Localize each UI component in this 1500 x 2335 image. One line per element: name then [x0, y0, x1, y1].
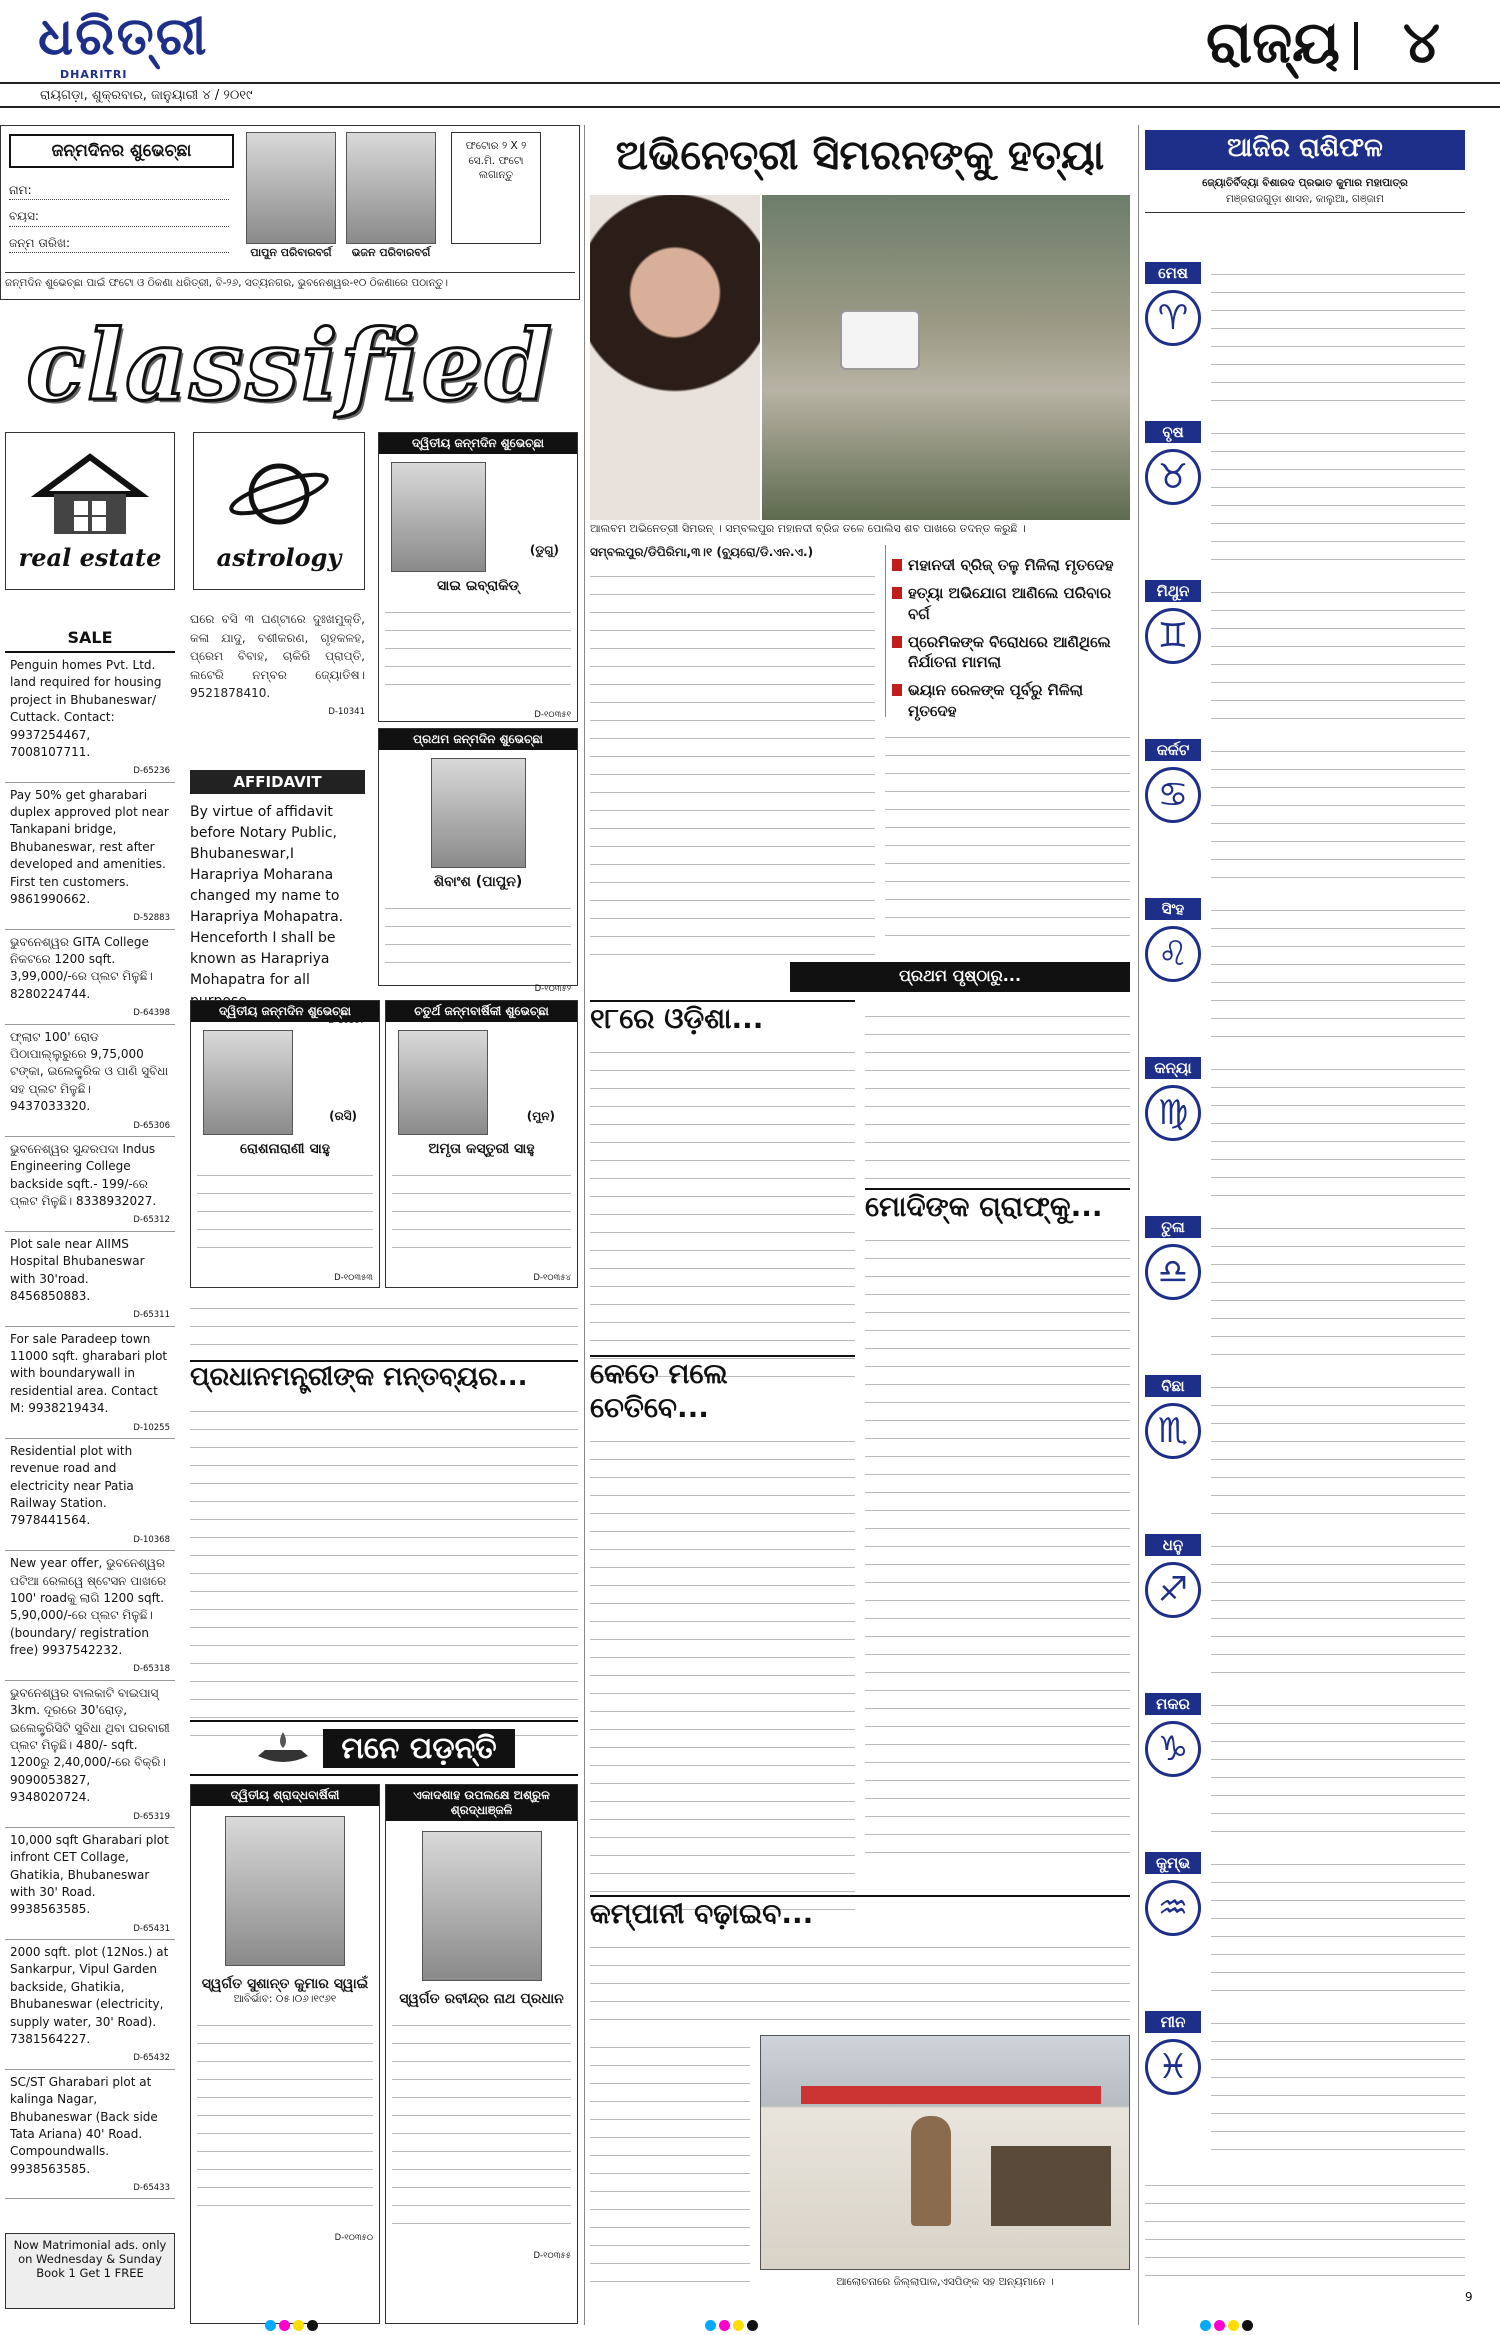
memorial-title: ଦ୍ୱିତୀୟ ଶ୍ରାଦ୍ଧବାର୍ଷିକୀ: [191, 1785, 379, 1806]
pull-quote: ହତ୍ୟା ଅଭିଯୋଗ ଆଣିଲେ ପରିବାର ବର୍ଗ: [892, 583, 1124, 624]
sign-name: କର୍କଟ: [1145, 739, 1201, 761]
sale-ad-text: ଭୁବନେଶ୍ୱର ସୁନ୍ଦରପଦା Indus Engineering College backside sqft.- 199/-ରେ ପ୍ଲଟ ମିଳୁଛି। 8338932027.: [10, 1141, 157, 1209]
sign-prediction-text: [1211, 1375, 1465, 1518]
lamp-icon: [253, 1728, 313, 1768]
ad-code: D-65431: [133, 1923, 170, 1934]
classified-banner-text: classified: [26, 308, 554, 422]
greeting-body-text: [197, 1163, 373, 1263]
horoscope-byline: ଜ୍ୟୋତିର୍ବିଦ୍ୟା ବିଶାରଦ ପ୍ରଭାତ କୁମାର ମହାପାତ୍ର: [1202, 177, 1408, 189]
sale-ad-text: Plot sale near AIIMS Hospital Bhubaneswar with 30'road. 8456850883.: [10, 1236, 145, 1303]
sale-heading: SALE: [5, 628, 175, 653]
scorpion-icon: ♏: [1145, 1403, 1201, 1459]
horoscope-entry: [1145, 1852, 1465, 2005]
sale-ad-text: ଭୁବନେଶ୍ୱର ବାଲକାଟି ବାଇପାସ୍ 3km. ଦୂରରେ 30'ରୋଡ଼, ଇଲେକ୍ଟ୍ରିସିଟି ସୁବିଧା ଥିବା ଘରବାରୀ ପ୍ଲଟ ମିଳୁଛି। 480/- sqft. 1200ରୁ 2,40,000/-ରେ ବିକ୍ରି। 9090053827, 9348020724.: [10, 1685, 170, 1805]
horoscope-entry: [1145, 262, 1465, 415]
form-field-age[interactable]: ବୟସ:: [9, 208, 229, 226]
horoscope-entry: [1145, 421, 1465, 574]
sale-ad: [5, 653, 175, 783]
memorial-card: [190, 1784, 380, 2324]
banner-in-photo: [801, 2086, 1101, 2104]
memorial-name: ସ୍ୱର୍ଗତ ରବୀନ୍ଦ୍ର ନାଥ ପ୍ରଧାନ: [399, 1991, 564, 2007]
continued-banner: ପ୍ରଥମ ପୃଷ୍ଠାରୁ...: [790, 962, 1130, 992]
photo-caption: ଆଲବମ ଅଭିନେତ୍ରୀ ସିମରନ୍ । ସମ୍ବଲପୁର ମହାନଦୀ ବ୍ରିଜ ତଳେ ପୋଲିସ ଶବ ପାଖରେ ତଦନ୍ତ କରୁଛି ।: [590, 522, 1026, 535]
horoscope-title: ଆଜିର ରାଶିଫଳ: [1145, 130, 1465, 170]
sign-name: ବୃଷ: [1145, 421, 1201, 443]
sign-prediction-text: [1211, 2011, 1465, 2154]
newspaper-logo: ଧରିତ୍ରୀ: [38, 6, 209, 67]
audience-in-photo: [991, 2146, 1111, 2226]
memorial-banner: [190, 1720, 578, 1776]
scales-icon: ♎: [1145, 1244, 1201, 1300]
sign-prediction-text: [1211, 1057, 1465, 1200]
crab-icon: ♋: [1145, 767, 1201, 823]
memorial-body-text: [392, 2013, 571, 2241]
person-photo: [422, 1831, 542, 1981]
sign-name: ସିଂହ: [1145, 898, 1201, 920]
crime-scene-photo: [762, 195, 1130, 520]
astrology-ad: [190, 610, 365, 717]
main-headline: ଅଭିନେତ୍ରୀ ସିମରନଙ୍କୁ ହତ୍ୟା: [615, 131, 1105, 179]
sign-prediction-text: [1211, 898, 1465, 1041]
newspaper-logo-subtitle: DHARITRI: [60, 68, 128, 81]
sign-name: ତୁଳା: [1145, 1216, 1201, 1238]
sign-name: କୁମ୍ଭ: [1145, 1852, 1201, 1874]
ram-icon: ♈: [1145, 290, 1201, 346]
greeting-title: ଦ୍ୱିତୀୟ ଜନ୍ମଦିନ ଶୁଭେଚ୍ଛା: [191, 1001, 379, 1022]
notice-text-block: [190, 1296, 578, 1350]
horoscope-entry: [1145, 1057, 1465, 1210]
sample-photo-boy: [346, 132, 436, 244]
sale-ad-text: SC/ST Gharabari plot at kalinga Nagar, Bhubaneswar (Back side Tata Ariana) 40' Road. Compoundwalls. 9938563585.: [10, 2074, 158, 2176]
sale-ad-text: New year offer, ଭୁବନେଶ୍ୱର ପଟିଆ ରେଲୱେ ଷ୍ଟେସନ ପାଖରେ 100' roadକୁ ଲାଗି 1200 sqft. 5,90,000/-ରେ ପ୍ଲଟ ମିଳୁଛି। (boundary/ registration free) 9937542232.: [10, 1556, 167, 1658]
photo-caption: ଭଜନ ପରିବାରବର୍ଗ: [351, 246, 431, 259]
archer-icon: ♐: [1145, 1562, 1201, 1618]
story-body: [865, 1004, 1130, 1184]
sign-name: ଧନୁ: [1145, 1534, 1201, 1556]
sign-prediction-text: [1211, 1534, 1465, 1677]
column-rule: [1138, 125, 1139, 2325]
ad-code: D-୧୦୩୫୦: [334, 2232, 373, 2243]
van-in-photo: [840, 310, 920, 370]
sale-ads-list: [5, 653, 175, 2199]
story-body: [590, 1429, 855, 1919]
sale-ad: [5, 1025, 175, 1137]
greeting-name: ଶିବାଂଶ (ପାପୁନ): [433, 874, 523, 890]
pull-quote: ମହାନଦୀ ବ୍ରିଜ୍ ତଳୁ ମିଳିଲା ମୃତଦେହ: [892, 555, 1124, 575]
affidavit-ad: [190, 770, 365, 1026]
greeting-title: ଚତୁର୍ଥ ଜନ୍ମବାର୍ଷିକୀ ଶୁଭେଚ୍ଛା: [386, 1001, 577, 1022]
sample-photo-child: [246, 132, 336, 244]
birthday-form: [0, 125, 580, 300]
sale-ad-text: For sale Paradeep town 11000 sqft. gharabari plot with boundarywall in residential area. Contact M: 9938219434.: [10, 1331, 168, 1416]
sale-ad-text: 2000 sqft. plot (12Nos.) at Sankarpur, Vipul Garden backside, Ghatikia, Bhubaneswar (electricity, supply water, 30' Road). 7381564227.: [10, 1945, 169, 2047]
greeting-body-text: [385, 600, 571, 700]
sale-ad: [5, 1828, 175, 1940]
horoscope-entry: [1145, 1534, 1465, 1687]
story-dateline: ସମ୍ବଲପୁର/ଡିପିରିମା,୩।୧ (ବ୍ୟୁରୋ/ଡି.ଏନ.ଏ.): [590, 545, 814, 559]
section-divider: [1354, 22, 1358, 70]
ad-code: D-10368: [133, 1534, 170, 1545]
sale-ad: [5, 1439, 175, 1551]
sign-prediction-text: [1211, 580, 1465, 723]
story-body: [885, 725, 1130, 950]
person-photo: [225, 1816, 345, 1966]
water-bearer-icon: ♒: [1145, 1880, 1201, 1936]
ad-code: D-୧୦୩୫୧: [534, 710, 571, 720]
horoscope-divider: [1145, 212, 1465, 213]
horoscope-entry: [1145, 1216, 1465, 1369]
story-deaths: [590, 1355, 855, 1919]
form-field-dob[interactable]: ଜନ୍ମ ତାରିଖ:: [9, 235, 229, 253]
horoscope-byline-address: ମଞ୍ଜରାଜଗୁଡ଼ା ଶାସନ, କାଲୁଆ, ଗଞ୍ଜାମ: [1225, 193, 1385, 205]
greeting-name: ରୋଶନାରାଣୀ ସାହୁ: [240, 1141, 330, 1157]
ad-code: D-65312: [133, 1215, 170, 1226]
astrology-category: [193, 432, 365, 590]
matrimonial-footer: Now Matrimonial ads. only on Wednesday & Sunday Book 1 Get 1 FREE: [5, 2233, 175, 2309]
sign-prediction-text: [1211, 262, 1465, 405]
greeting-name: ଅମୃତା କସ୍ତୁରୀ ସାହୁ: [428, 1141, 535, 1157]
story-headline: ପ୍ରଧାନମନ୍ତ୍ରୀଙ୍କ ମନ୍ତବ୍ୟର...: [190, 1360, 578, 1393]
memorial-banner-text: ମନେ ପଡ଼ନ୍ତି: [323, 1729, 514, 1768]
sale-ads-column: [5, 628, 175, 2199]
twins-icon: ♊: [1145, 608, 1201, 664]
story-body: [190, 1399, 578, 1739]
story-body: [590, 1040, 855, 1385]
child-photo: [398, 1030, 488, 1135]
child-photo: [203, 1030, 293, 1135]
greeting-card: [378, 432, 578, 722]
horoscope-entry: [1145, 1375, 1465, 1528]
memorial-name: ସ୍ୱର୍ଗତ ସୁଶାନ୍ତ କୁମାର ସ୍ୱାଇଁ: [201, 1976, 369, 1992]
memorial-card: [385, 1784, 578, 2324]
classified-banner: [0, 305, 580, 425]
sale-ad: [5, 1137, 175, 1232]
greeting-nickname: (ମୁନ): [526, 1109, 555, 1123]
goat-icon: ♑: [1145, 1721, 1201, 1777]
story-headline: ମୋଦିଙ୍କ ଗ୍ରାଫ୍‌କୁ...: [865, 1188, 1130, 1224]
greeting-title: ପ୍ରଥମ ଜନ୍ମଦିନ ଶୁଭେଚ୍ଛା: [379, 729, 577, 750]
horoscope-entry: [1145, 739, 1465, 892]
house-icon: [30, 449, 150, 539]
birthday-form-footer: ଜନ୍ମଦିନ ଶୁଭେଚ୍ଛା ପାଇଁ ଫଟୋ ଓ ଠିକଣା ଧରିତ୍ରୀ, ବି-୨୬, ସତ୍ୟନଗର, ଭୁବନେଶ୍ୱର-୧୦ ଠିକଣାରେ ପଠାନ୍ତୁ।: [5, 272, 575, 291]
astrology-ad-text: ଘରେ ବସି ୩ ଘଣ୍ଟାରେ ଦୁଃଖମୁକ୍ତି, କଳା ଯାଦୁ, ବଶୀକରଣ, ଗୃହକଳହ, ପ୍ରେମ ବିବାହ, ଚାକିରି ପ୍ରାପ୍ତି, ଲଟେରି ନମ୍ବର ଜ୍ୟୋତିଷ। 9521878410.: [190, 612, 365, 701]
child-photo: [391, 462, 486, 572]
ad-code: D-64398: [133, 1008, 170, 1019]
registration-marks: [265, 2316, 321, 2335]
story-company: [590, 1895, 1130, 2025]
ad-code: D-୧୦୩୫୫: [533, 2251, 571, 2261]
sign-prediction-text: [1211, 739, 1465, 882]
actress-photo: [590, 195, 760, 520]
planet-icon: [224, 449, 334, 539]
greeting-body-text: [385, 896, 571, 974]
sale-ad-text: Pay 50% get gharabari duplex approved plot near Tankapani bridge, Bhubaneswar, rest after developed and amenities. First ten customers. 9861990662.: [10, 787, 169, 906]
ad-code: D-10255: [133, 1422, 170, 1433]
story-odisha: [590, 1000, 855, 1385]
photo-caption: ପାପୁନ ପରିବାରବର୍ଗ: [250, 246, 332, 259]
greeting-name: ସାଇ ଇବ୍ରାକିଡ୍: [437, 578, 519, 594]
sale-ad: [5, 2070, 175, 2200]
story-body: [590, 1935, 1130, 2025]
sign-name: ବିଛା: [1145, 1375, 1201, 1397]
sale-ad-text: Penguin homes Pvt. Ltd. land required for housing project in Bhubaneswar/ Cuttack. Contact: 9937254467, 7008107711.: [10, 658, 162, 759]
bull-icon: ♉: [1145, 449, 1201, 505]
sign-name: ମେଷ: [1145, 262, 1201, 284]
registration-marks: [705, 2316, 761, 2335]
birthday-form-title: ଜନ୍ମଦିନର ଶୁଭେଚ୍ଛା: [9, 134, 234, 168]
story-modi: [865, 1188, 1130, 1868]
story-pm: [190, 1360, 578, 1739]
sale-ad-text: Residential plot with revenue road and electricity near Patia Railway Station. 7978441564.: [10, 1443, 134, 1528]
footer-page: 9: [1465, 2290, 1473, 2304]
photo-placeholder: ଫଟୋର ୨ X ୨ ସେ.ମି. ଫଟୋ ଲଗାନ୍ତୁ: [451, 132, 541, 244]
greeting-nickname: (ରସି): [329, 1109, 357, 1123]
memorial-body-text: [197, 2013, 373, 2223]
sign-name: କନ୍ୟା: [1145, 1057, 1201, 1079]
sign-name: ମିଥୁନ: [1145, 580, 1201, 602]
ad-code: D-୧୦୩୫୪: [533, 1273, 571, 1283]
horoscope-entry: [1145, 1693, 1465, 1846]
masthead: [0, 0, 1500, 118]
column-rule: [584, 125, 585, 2325]
greeting-card: [190, 1000, 380, 1288]
sign-prediction-text: [1211, 1852, 1465, 1995]
meeting-photo: [760, 2035, 1130, 2270]
greeting-body-text: [392, 1163, 571, 1263]
sale-ad: [5, 930, 175, 1025]
sign-prediction-text: [1211, 1216, 1465, 1359]
sale-ad: [5, 783, 175, 930]
greeting-card: [378, 728, 578, 994]
ad-code: D-65306: [133, 1120, 170, 1131]
story-headline: କେତେ ମଲେ ଚେତିବେ...: [590, 1355, 855, 1425]
horoscope-entry: [1145, 2011, 1465, 2164]
sale-ad: [5, 1940, 175, 2070]
ad-code: D-65319: [133, 1811, 170, 1822]
sale-ad: [5, 1327, 175, 1439]
section-title: ରାଜ୍ୟ: [1205, 8, 1340, 76]
story-body: [590, 2035, 750, 2295]
sign-name: ମକର: [1145, 1693, 1201, 1715]
sign-name: ମୀନ: [1145, 2011, 1201, 2033]
real-estate-category: [5, 432, 175, 590]
sale-ad-text: ଭୁବନେଶ୍ୱର GITA College ନିକଟରେ 1200 sqft. 3,99,000/-ରେ ପ୍ଲଟ ମିଳୁଛି। 8280224744.: [10, 934, 153, 1001]
ad-code: D-65432: [133, 2053, 170, 2064]
meeting-photo-caption: ଆଲୋଚନାରେ ଜିଲ୍ଲାପାଳ,ଏସପିଙ୍କ ସହ ଅନ୍ୟମାନେ ।: [836, 2276, 1054, 2288]
real-estate-label: real estate: [18, 543, 162, 572]
speaker-in-photo: [911, 2116, 951, 2226]
story-body: [865, 1228, 1130, 1868]
ad-code: D-୧୦୩୫୨: [534, 984, 571, 994]
greeting-card: [385, 1000, 578, 1288]
horoscope-entry: [1145, 898, 1465, 1051]
sale-ad-text: 10,000 sqft Gharabari plot infront CET Collage, Ghatikia, Bhubaneswar with 30' Road. 9938563585.: [10, 1832, 169, 1917]
dateline: ରାୟଗଡ଼ା, ଶୁକ୍ରବାର, ଜାନୁୟାରୀ ୪ / ୨୦୧୯: [0, 82, 1500, 108]
ad-code: D-10341: [328, 706, 365, 717]
ad-code: D-୧୦୩୫୩: [334, 1273, 373, 1283]
panchang-text: [1145, 2173, 1465, 2283]
story-body: [590, 564, 875, 969]
pull-quote: ପ୍ରେମିକଙ୍କ ବିରୋଧରେ ଆଣିଥିଲେ ନିର୍ଯାତନା ମାମଲା: [892, 632, 1124, 673]
memorial-title: ଏକାଦଶାହ ଉପଲକ୍ଷେ ଅଶ୍ରୁଳ ଶ୍ରଦ୍ଧାଞ୍ଜଳି: [386, 1785, 577, 1821]
ad-code: D-65318: [133, 1664, 170, 1675]
greeting-nickname: (ଡୁଗୁ): [529, 543, 559, 557]
pull-quote: ଭୟାନ ରେଳଙ୍କ ପୂର୍ବରୁ ମିଳିଲା ମୃତଦେହ: [892, 680, 1124, 721]
maiden-icon: ♍: [1145, 1085, 1201, 1141]
sale-ad: [5, 1232, 175, 1327]
child-photo: [431, 758, 526, 868]
fish-icon: ♓: [1145, 2039, 1201, 2095]
lion-icon: ♌: [1145, 926, 1201, 982]
affidavit-heading: AFFIDAVIT: [190, 770, 365, 794]
ad-code: D-65311: [133, 1310, 170, 1321]
sale-ad: [5, 1551, 175, 1681]
main-story-column1: [590, 545, 875, 969]
sign-prediction-text: [1211, 1693, 1465, 1836]
form-field-name[interactable]: ନାମ:: [9, 182, 229, 200]
affidavit-text: By virtue of affidavit before Notary Public, Bhubaneswar,I Harapriya Moharana changed my name to Harapriya Mohapatra. Henceforth I shall be known as Harapriya Mohapatra for all: [190, 804, 344, 988]
story-headline: ୧୮ରେ ଓଡ଼ିଶା...: [590, 1000, 855, 1036]
memorial-date: ଆବିର୍ଭାବ: ୦୫।୦୬।୧୯୬୧: [233, 1993, 337, 2005]
pull-quotes: [885, 545, 1130, 720]
story-headline: କମ୍ପାନୀ ବଢ଼ାଇବ...: [590, 1895, 1130, 1931]
ad-code: D-52883: [133, 913, 170, 924]
greeting-title: ଦ୍ୱିତୀୟ ଜନ୍ମଦିନ ଶୁଭେଚ୍ଛା: [379, 433, 577, 454]
sale-ad-text: ଫ୍ଲାଟ 100' ରୋଡ ପିଠାପାଲ୍ଲୁରୁରେ 9,75,000 ଟଙ୍କା, ଇଲେକ୍ଟ୍ରିକ ଓ ପାଣି ସୁବିଧା ସହ ପ୍ଲଟ ମିଳୁଛି। 9437033320.: [10, 1029, 169, 1114]
page-number: ୪: [1402, 8, 1440, 76]
sign-prediction-text: [1211, 421, 1465, 564]
ad-code: D-65236: [133, 766, 170, 777]
horoscope-entry: [1145, 580, 1465, 733]
birthday-form-fields: [9, 182, 229, 253]
registration-marks: [1200, 2316, 1256, 2335]
astrology-label: astrology: [216, 543, 342, 572]
ad-code: D-65433: [133, 2183, 170, 2194]
sale-ad: [5, 1681, 175, 1828]
